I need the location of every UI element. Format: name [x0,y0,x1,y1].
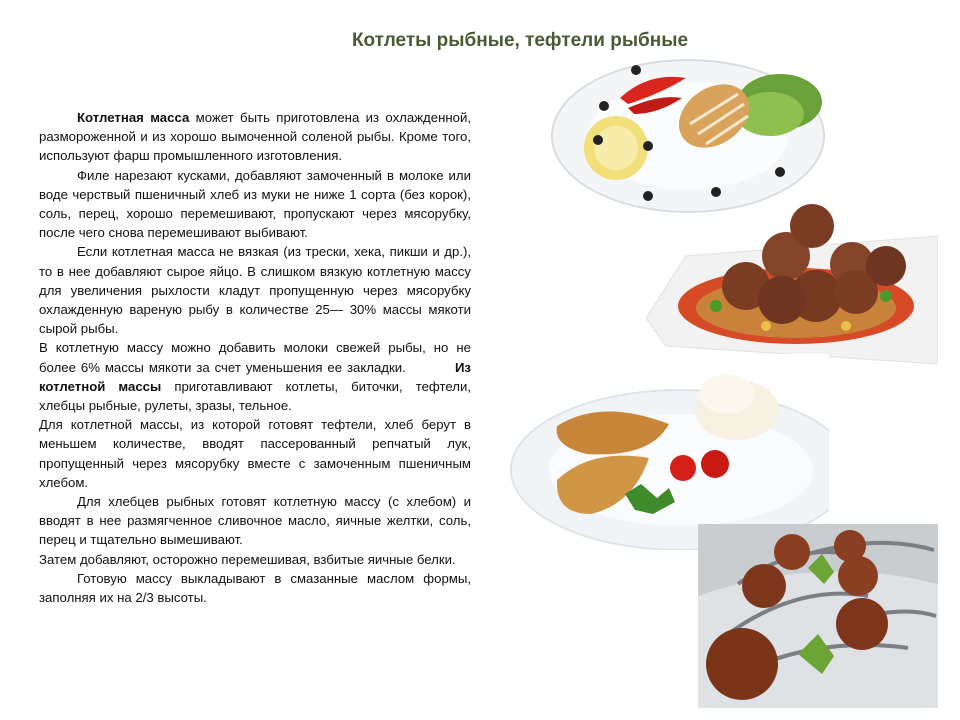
page-title: Котлеты рыбные, тефтели рыбные [351,30,689,51]
meatballs-plate-image [646,196,938,376]
paragraph-1 [39,108,471,166]
paragraph-1-bold: Котлетная масса [77,110,190,125]
paragraph-4-text-b: приготавливают котлеты, биточки, тефтели, хлебцы рыбные, рулеты, зразы, тельное. [39,378,471,414]
paragraph-4-text-a: В котлетную массу можно добавить молоки свежей рыбы, но не более 6% массы мякоти за счет уменьшения ее закладки. [39,340,471,375]
paragraph-1-text: может быть приготовлена из охлажденной, размороженной и из хорошо вымоченной соленой рыбы. Кроме того, используют фарш промышленного изготовления. [39,110,471,164]
paragraph-4-bold: Из котлетной массы [39,359,471,394]
paragraph-4 [39,338,471,415]
paragraph-6: Для хлебцев рыбных готовят котлетную массу (с хлебом) и вводят в нее размягченное сливочное масло, яичные желтки, соль, перец и тщательно вымешивают. [39,494,471,548]
article-body [39,108,471,607]
meatballs-in-spoons-image [698,524,938,708]
paragraph-7: Затем добавляют, осторожно перемешивая, взбитые яичные белки. [39,551,456,567]
fish-cutlet-plate-image [548,54,828,218]
paragraph-3: Если котлетная масса не вязкая (из трески, хека, пикши и др.), то в нее добавляют сырое яйцо. В слишком вязкую котлетную массу для увеличения рыхлости кладут пропущенную через мясорубку охлажденную вареную рыбу в количестве 25— 30% массы мякоти сырой рыбы. [39,244,471,337]
paragraph-8: Готовую массу выкладывают в смазанные маслом формы, заполняя их на 2/3 высоты. [39,570,471,606]
paragraph-5: Для котлетной массы, из которой готовят тефтели, хлеб берут в меньшем количестве, вводят пассерованный репчатый лук, пропущенный через мясорубку вместе с замоченным пшеничным хлебом. [39,417,471,490]
breaded-cutlets-plate-image [501,354,829,550]
paragraph-2: Филе нарезают кусками, добавляют замоченный в молоке или воде черствый пшеничный хлеб из муки не ниже 1 сорта (без корок), соль, перец, хорошо перемешивают, пропускают через мясорубку, после чего снова перемешивают выбивают. [39,167,471,241]
